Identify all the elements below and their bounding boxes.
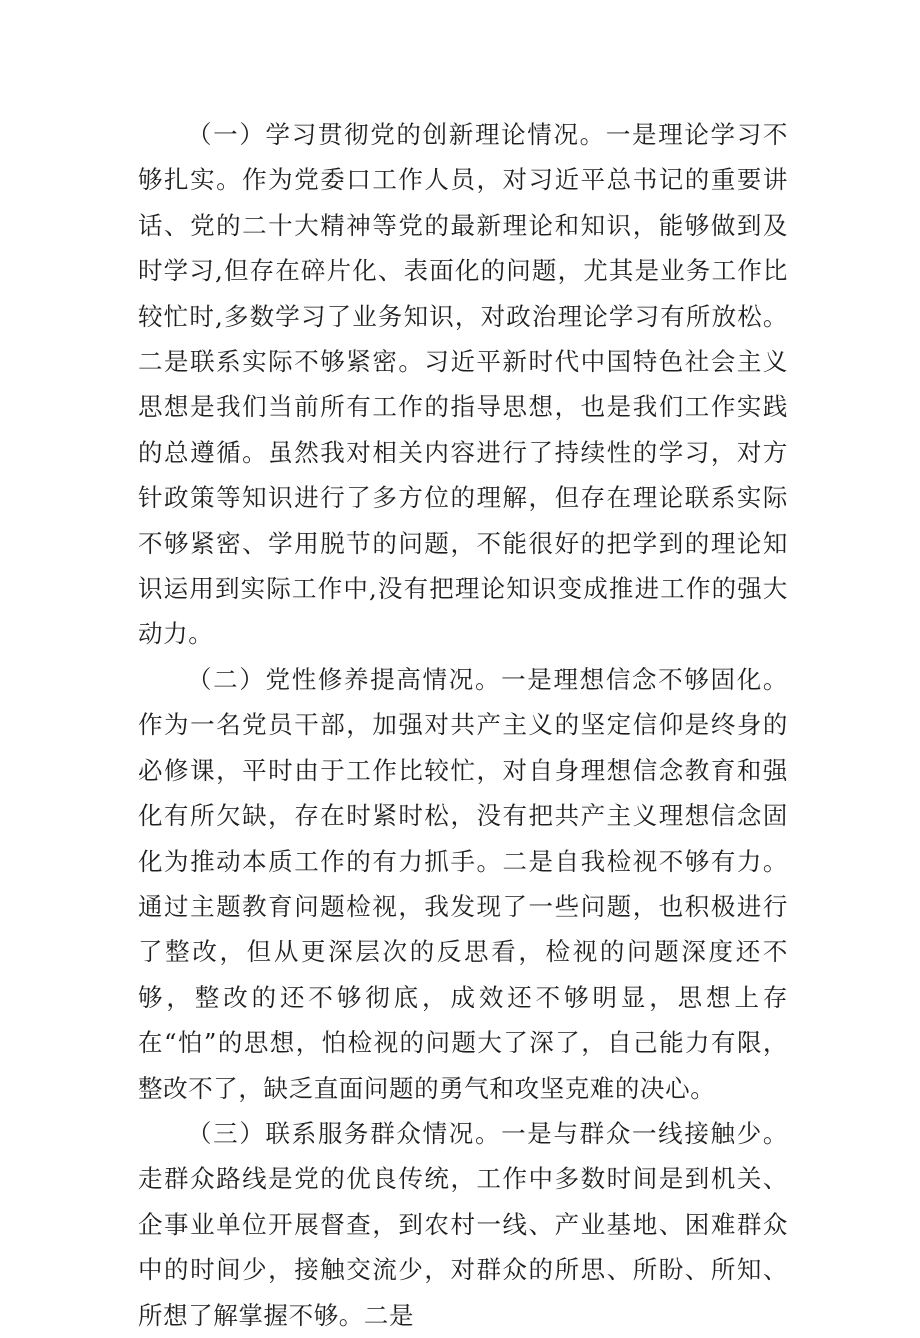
paragraph-3: （三）联系服务群众情况。一是与群众一线接触少。走群众路线是党的优良传统，工作中多数时间是到机关、企事业单位开展督查，到农村一线、产业基地、困难群众中的时间少，接触交流少，对群众的所思、所盼、所知、所想了解掌握不够。二是: [138, 1118, 788, 1330]
document-body: [138, 112, 788, 1338]
paragraph-1: （一）学习贯彻党的创新理论情况。一是理论学习不够扎实。作为党委口工作人员，对习近平总书记的重要讲话、党的二十大精神等党的最新理论和知识，能够做到及时学习,但存在碎片化、表面化的问题，尤其是业务工作比较忙时,多数学习了业务知识，对政治理论学习有所放松。二是联系实际不够紧密。习近平新时代中国特色社会主义思想是我们当前所有工作的指导思想，也是我们工作实践的总遵循。虽然我对相关内容进行了持续性的学习，对方针政策等知识进行了多方位的理解，但存在理论联系实际不够紧密、学用脱节的问题，不能很好的把学到的理论知识运用到实际工作中,没有把理论知识变成推进工作的强大动力。: [138, 120, 788, 649]
paragraph-2: （二）党性修养提高情况。一是理想信念不够固化。作为一名党员干部，加强对共产主义的坚定信仰是终身的必修课，平时由于工作比较忙，对自身理想信念教育和强化有所欠缺，存在时紧时松，没有把共产主义理想信念固化为推动本质工作的有力抓手。二是自我检视不够有力。通过主题教育问题检视，我发现了一些问题，也积极进行了整改，但从更深层次的反思看，检视的问题深度还不够，整改的还不够彻底，成效还不够明显，思想上存在“怕”的思想，怕检视的问题大了深了，自己能力有限，整改不了，缺乏直面问题的勇气和攻坚克难的决心。: [138, 664, 788, 1103]
